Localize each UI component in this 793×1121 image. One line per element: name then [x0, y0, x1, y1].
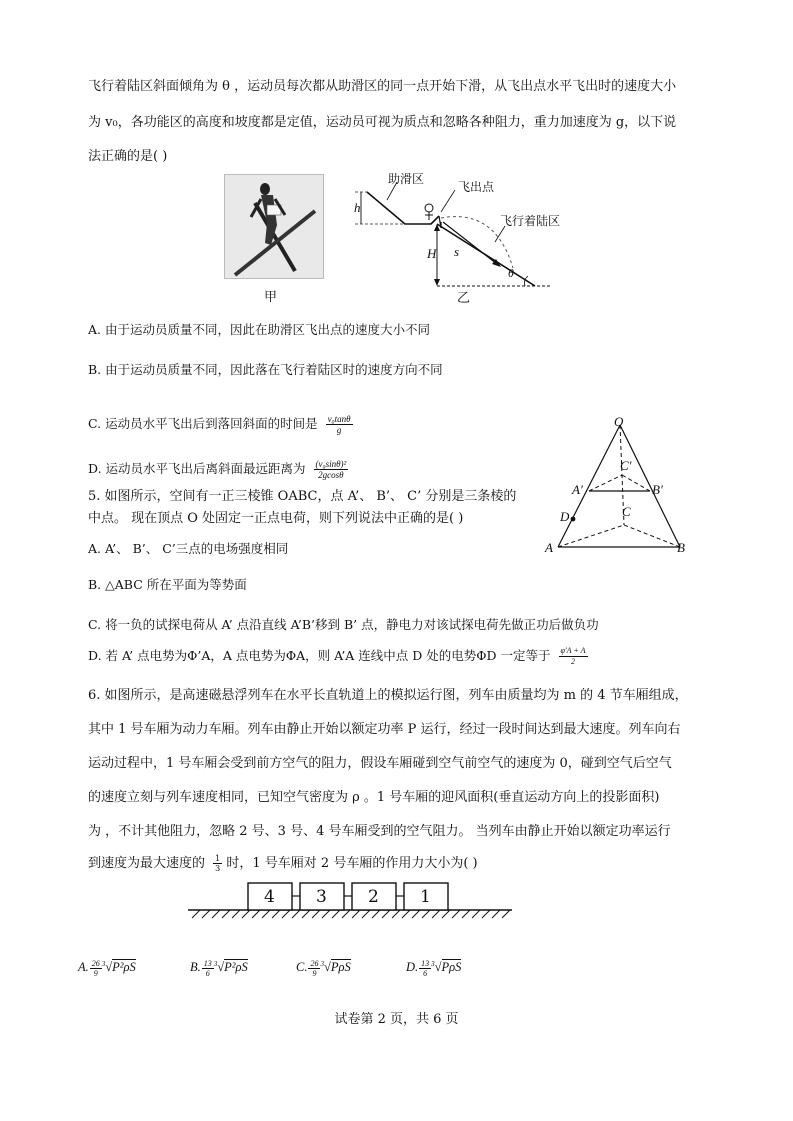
pyramid-label-b: B [677, 540, 685, 555]
q6-stem-line1: 6. 如图所示，是高速磁悬浮列车在水平长直轨道上的模拟运行图，列车由质量均为 m 的 4 节车厢组成， [88, 688, 688, 703]
q6-one-third: $\frac{1}{3}$ [215, 854, 221, 873]
q5-option-d-fraction: $\frac{\varphi'A + A}{2}$ [560, 646, 586, 666]
pyramid-label-aprime: A′ [572, 482, 583, 497]
ski-jumper-photo [224, 174, 324, 279]
car-2: 2 [368, 887, 379, 907]
q6-option-d: D. $\frac{13}{6}$ $^3$√PρS [406, 958, 462, 978]
q4-stem-line2: 为 v₀，各功能区的高度和坡度都是定值，运动员可视为质点和忽略各种阻力，重力加速度为 g，以下说 [88, 115, 677, 130]
q6-option-b: B. $\frac{13}{6}$ $^3$√P²ρS [190, 958, 248, 978]
q4-option-a: A. 由于运动员质量不同，因此在助滑区飞出点的速度大小不同 [88, 322, 430, 337]
q4-stem-line3: 法正确的是( ) [88, 149, 168, 164]
q6-stem-line2: 其中 1 号车厢为动力车厢。列车由静止开始以额定功率 P 运行，经过一段时间达到最大速度。列车向右 [88, 722, 681, 737]
label-H: H [427, 246, 437, 261]
q6-option-c: C. $\frac{26}{9}$ $^3$√PρS [296, 958, 351, 978]
label-feichu: 飞出点 [458, 180, 495, 194]
pyramid-label-cprime: C′ [620, 458, 632, 473]
label-theta: θ [508, 266, 514, 280]
label-zhuhua: 助滑区 [388, 172, 425, 186]
q5-stem-line2: 中点。 现在顶点 O 处固定一正点电荷，则下列说法中正确的是( ) [88, 511, 464, 526]
pyramid-diagram [540, 415, 700, 560]
q6-stem-line6: 到速度为最大速度的 $\frac{1}{3}$ 时，1 号车厢对 2 号车厢的作用力大小为( ) [88, 854, 478, 873]
q5-option-a: A. A’、 B’、 C’三点的电场强度相同 [88, 541, 289, 556]
q6-stem-line5: 为 ，不计其他阻力，忽略 2 号、3 号、4 号车厢受到的空气阻力。 当列车由静止开始以额定功率运行 [88, 824, 671, 839]
q4-stem-line1: 飞行着陆区斜面倾角为 θ ，运动员每次都从助滑区的同一点开始下滑，从飞出点水平飞出时的速度大小 [88, 79, 677, 94]
q5-option-d [88, 646, 588, 667]
pyramid-label-d: D [560, 509, 570, 524]
pyramid-label-c: C [622, 504, 631, 519]
label-s: s [454, 244, 460, 259]
q5-option-d-text: D. 若 A’ 点电势为Φ’A，A 点电势为ΦA，则 A’A 连线中点 D 处的电势ΦD 一定等于 [88, 648, 551, 663]
label-feixing: 飞行着陆区 [500, 214, 561, 228]
q4-option-d-fraction: $\frac{\text{(v₀sinθ)²}}{2gcos\theta}$ [315, 459, 347, 480]
page-footer: 试卷第 2 页，共 6 页 [334, 1012, 459, 1027]
car-3: 3 [316, 887, 327, 907]
q4-option-d [88, 459, 348, 480]
q5-option-c: C. 将一负的试探电荷从 A’ 点沿直线 A’B’移到 B’ 点，静电力对该试探电荷先做正功后做负功 [88, 617, 599, 632]
q6-stem-line4: 的速度立刻与列车速度相同，已知空气密度为 ρ 。1 号车厢的迎风面积(垂直运动方向上的投影面积) [88, 790, 660, 805]
q4-option-c-text: C. 运动员水平飞出后到落回斜面的时间是 [88, 416, 318, 431]
q5-option-b: B. △ABC 所在平面为等势面 [88, 577, 247, 592]
q6-option-a: A. $\frac{26}{9}$ $^3$√P²ρS [78, 958, 136, 978]
pyramid-label-a: A [545, 540, 553, 555]
figure-yi-label: 乙 [457, 291, 471, 306]
train-diagram [186, 880, 516, 920]
q6-stem-line3: 运动过程中，1 号车厢会受到前方空气的阻力，假设车厢碰到空气前空气的速度为 0，碰到空气后空气 [88, 756, 672, 771]
q4-option-d-text: D. 运动员水平飞出后离斜面最远距离为 [88, 461, 306, 476]
pyramid-label-bprime: B′ [652, 482, 663, 497]
pyramid-label-o: O [614, 414, 624, 429]
q5-stem-line1: 5. 如图所示，空间有一正三棱锥 OABC，点 A’、 B’、 C’ 分别是三条棱的 [88, 489, 517, 504]
q4-option-b: B. 由于运动员质量不同，因此落在飞行着陆区时的速度方向不同 [88, 362, 443, 377]
car-4: 4 [264, 887, 275, 907]
label-h: h [354, 200, 361, 215]
q4-option-c-fraction: $\frac{\text{v₀tanθ}}{g}$ [327, 414, 351, 435]
q4-option-c [88, 414, 353, 435]
figure-jia-label: 甲 [264, 290, 278, 305]
car-1: 1 [420, 887, 431, 907]
